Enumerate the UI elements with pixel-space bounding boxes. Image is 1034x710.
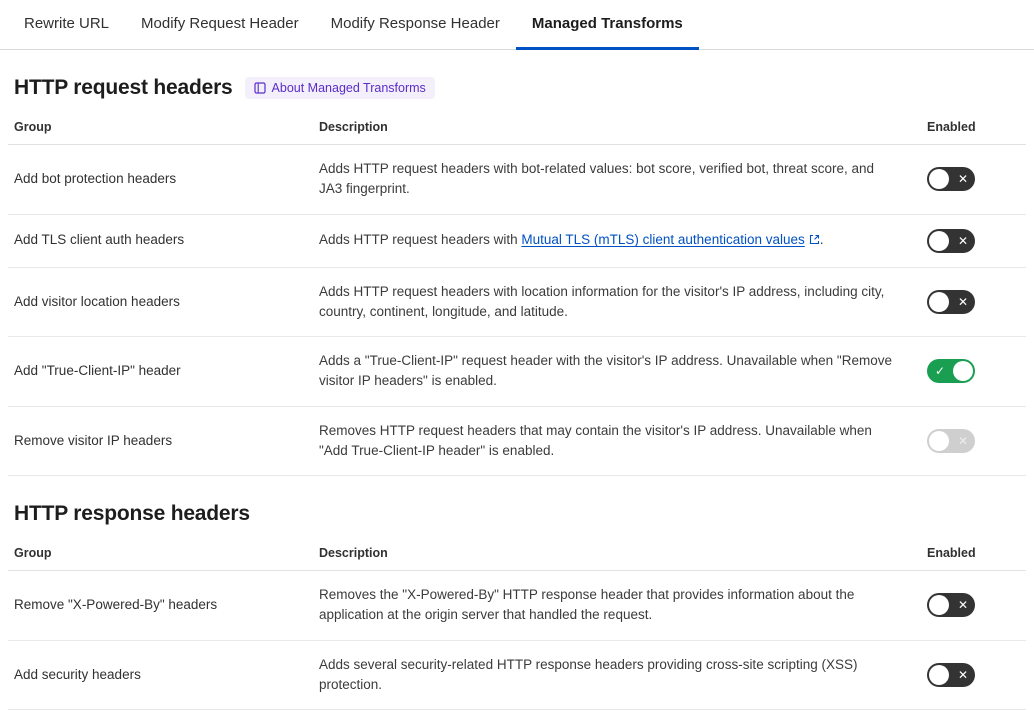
table-row: [8, 406, 1026, 476]
row-group-label: Remove visitor IP headers: [8, 406, 313, 476]
table-row: [8, 337, 1026, 407]
toggle-add-bot-protection-headers[interactable]: [927, 167, 975, 191]
column-header-group: Group: [8, 540, 313, 571]
toggle-remove-visitor-ip-headers: [927, 429, 975, 453]
toggle-off-icon: ✕: [957, 233, 968, 248]
table-header-row: [8, 540, 1026, 571]
row-group-label: Add "True-Client-IP" header: [8, 337, 313, 407]
table-row: [8, 571, 1026, 641]
row-description: Adds HTTP request headers with bot-related values: bot score, verified bot, threat score, and JA3 fingerprint.: [313, 145, 921, 215]
toggle-knob: [929, 169, 949, 189]
row-description: [313, 214, 921, 267]
section-title-response: HTTP response headers: [14, 502, 250, 525]
column-header-group: Group: [8, 114, 313, 145]
toggle-off-icon: ✕: [957, 667, 968, 682]
http-response-headers-section: [0, 476, 1034, 710]
response-section-header: [8, 476, 1026, 540]
tab-label: Rewrite URL: [24, 15, 110, 32]
row-enabled-cell: [921, 267, 1026, 337]
column-header-description: Description: [313, 540, 921, 571]
request-section-header: [8, 50, 1026, 114]
row-group-label: Add TLS client auth headers: [8, 214, 313, 267]
row-description: Adds a "True-Client-IP" request header with the visitor's IP address. Unavailable when "Remove visitor IP headers" is enabled.: [313, 337, 921, 407]
tab-bar: [0, 0, 1034, 50]
row-enabled-cell: [921, 214, 1026, 267]
row-group-label: Add visitor location headers: [8, 267, 313, 337]
tab-label: Modify Request Header: [141, 15, 299, 32]
toggle-off-icon: ✕: [957, 294, 968, 309]
table-row: [8, 145, 1026, 215]
pill-label: About Managed Transforms: [271, 81, 426, 95]
row-group-label: Add security headers: [8, 640, 313, 710]
toggle-knob: [953, 361, 973, 381]
toggle-knob: [929, 231, 949, 251]
about-managed-transforms-link[interactable]: [245, 77, 435, 99]
toggle-add-visitor-location-headers[interactable]: [927, 290, 975, 314]
toggle-add-true-client-ip-header[interactable]: [927, 359, 975, 383]
row-enabled-cell: [921, 337, 1026, 407]
toggle-knob: [929, 595, 949, 615]
description-prefix: Adds HTTP request headers with: [319, 232, 522, 248]
toggle-off-icon: ✕: [957, 172, 968, 187]
response-headers-table: [8, 540, 1026, 710]
toggle-remove-x-powered-by-headers[interactable]: [927, 593, 975, 617]
toggle-off-icon: ✕: [957, 433, 968, 448]
book-icon: [254, 82, 266, 94]
tab-modify-response-header[interactable]: [315, 0, 516, 50]
toggle-add-tls-client-auth-headers[interactable]: [927, 229, 975, 253]
tab-rewrite-url[interactable]: [8, 0, 125, 50]
column-header-enabled: Enabled: [921, 540, 1026, 571]
tab-label: Managed Transforms: [531, 15, 683, 32]
table-row: [8, 640, 1026, 710]
tab-label: Modify Response Header: [330, 15, 500, 32]
toggle-knob: [929, 665, 949, 685]
table-row: [8, 214, 1026, 267]
table-header-row: [8, 114, 1026, 145]
row-enabled-cell: [921, 640, 1026, 710]
row-group-label: Remove "X-Powered-By" headers: [8, 571, 313, 641]
table-row: [8, 267, 1026, 337]
description-suffix: .: [819, 232, 824, 248]
http-request-headers-section: [0, 50, 1034, 476]
row-description: Adds HTTP request headers with location information for the visitor's IP address, including city, country, continent, longitude, and latitude.: [313, 267, 921, 337]
toggle-knob: [929, 431, 949, 451]
toggle-off-icon: ✕: [957, 598, 968, 613]
row-enabled-cell: [921, 145, 1026, 215]
row-description: Adds several security-related HTTP response headers providing cross-site scripting (XSS) protection.: [313, 640, 921, 710]
page-title: HTTP request headers: [14, 76, 233, 99]
request-headers-table: [8, 114, 1026, 476]
tab-modify-request-header[interactable]: [125, 0, 315, 50]
row-group-label: Add bot protection headers: [8, 145, 313, 215]
tab-managed-transforms[interactable]: [516, 0, 699, 50]
row-enabled-cell: [921, 406, 1026, 476]
mtls-client-auth-link[interactable]: Mutual TLS (mTLS) client authentication values: [521, 232, 805, 248]
column-header-description: Description: [313, 114, 921, 145]
column-header-enabled: Enabled: [921, 114, 1026, 145]
toggle-add-security-headers[interactable]: [927, 663, 975, 687]
row-description: Removes the "X-Powered-By" HTTP response header that provides information about the application at the origin server that handled the request.: [313, 571, 921, 641]
toggle-on-icon: ✓: [935, 364, 946, 379]
row-description: Removes HTTP request headers that may contain the visitor's IP address. Unavailable when "Add True-Client-IP header" is enabled.: [313, 406, 921, 476]
external-link-icon: [809, 231, 820, 242]
toggle-knob: [929, 292, 949, 312]
row-enabled-cell: [921, 571, 1026, 641]
